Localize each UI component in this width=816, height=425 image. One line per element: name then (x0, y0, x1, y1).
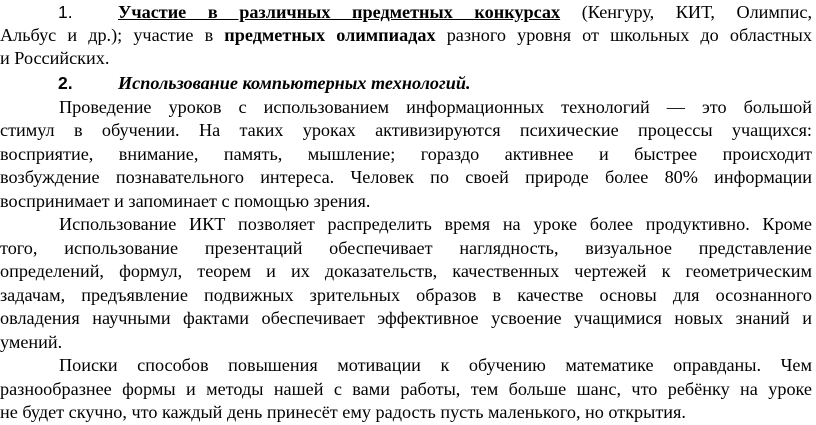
list-item-1-line-3: и Российских. (0, 48, 110, 68)
paragraph-1-line-4: возбуждение познавательного интереса. Человек по своей природе более 80% информации (0, 167, 812, 187)
paragraph-2-line-2: того, использование презентаций обеспечивает наглядность, визуальное представление (0, 238, 812, 258)
list-item-1-heading (118, 1, 812, 25)
paragraph-1-line-2: стимул в обучении. На таких уроках активизируются психические процессы учащихся: (0, 120, 812, 140)
paragraph-1-line-1: Проведение уроков с использованием информационных технологий — это большой (59, 97, 812, 117)
list-item-2-line-1 (0, 72, 812, 96)
paragraph-2-line-3: определений, формул, теорем и их доказательств, качественных чертежей к геометрическим (0, 261, 812, 281)
paragraph-3-line-1: Поиски способов повышения мотивации к обучению математике оправданы. Чем (59, 355, 812, 375)
paragraph-2-line-4: задачам, предъявление подвижных зрительных образов в качестве основы для осознанного (0, 285, 812, 305)
list-number-2: 2. (58, 73, 73, 93)
list-item-1-olympiads: предметных олимпиадах (224, 25, 436, 45)
list-item-1-title-rest: (Кенгуру, КИТ, Олимпис, (581, 2, 813, 22)
paragraph-3-line-3: не будет скучно, что каждый день принесёт ему радость пусть маленького, но открытия. (0, 402, 686, 422)
list-number-1: 1. (58, 2, 73, 22)
paragraph-1-line-5: воспринимает и запоминает с помощью зрения. (0, 191, 371, 211)
paragraph-2-line-1: Использование ИКТ позволяет распределить время на уроке более продуктивно. Кроме (59, 214, 812, 234)
paragraph-3-line-2: разнообразнее формы и методы нашей с вами работы, тем больше шанс, что ребёнку на уроке (0, 379, 812, 399)
paragraph-2-line-6: умений. (0, 332, 63, 352)
list-item-1-text-b: разного уровня от школьных до областных (446, 25, 812, 45)
list-item-1-line-1 (0, 1, 812, 25)
list-item-1-title: Участие в различных предметных конкурсах (118, 2, 561, 22)
list-item-2-title: Использование компьютерных технологий. (118, 73, 471, 93)
list-item-1-line-2 (0, 24, 812, 48)
list-item-1-text-a: Альбус и др.); участие в (0, 25, 214, 45)
paragraph-2-line-5: овладения научными фактами обеспечивает эффективное усвоение учащимися новых знаний и (0, 308, 812, 328)
paragraph-1-line-3: восприятие, внимание, память, мышление; гораздо активнее и быстрее происходит (0, 144, 812, 164)
